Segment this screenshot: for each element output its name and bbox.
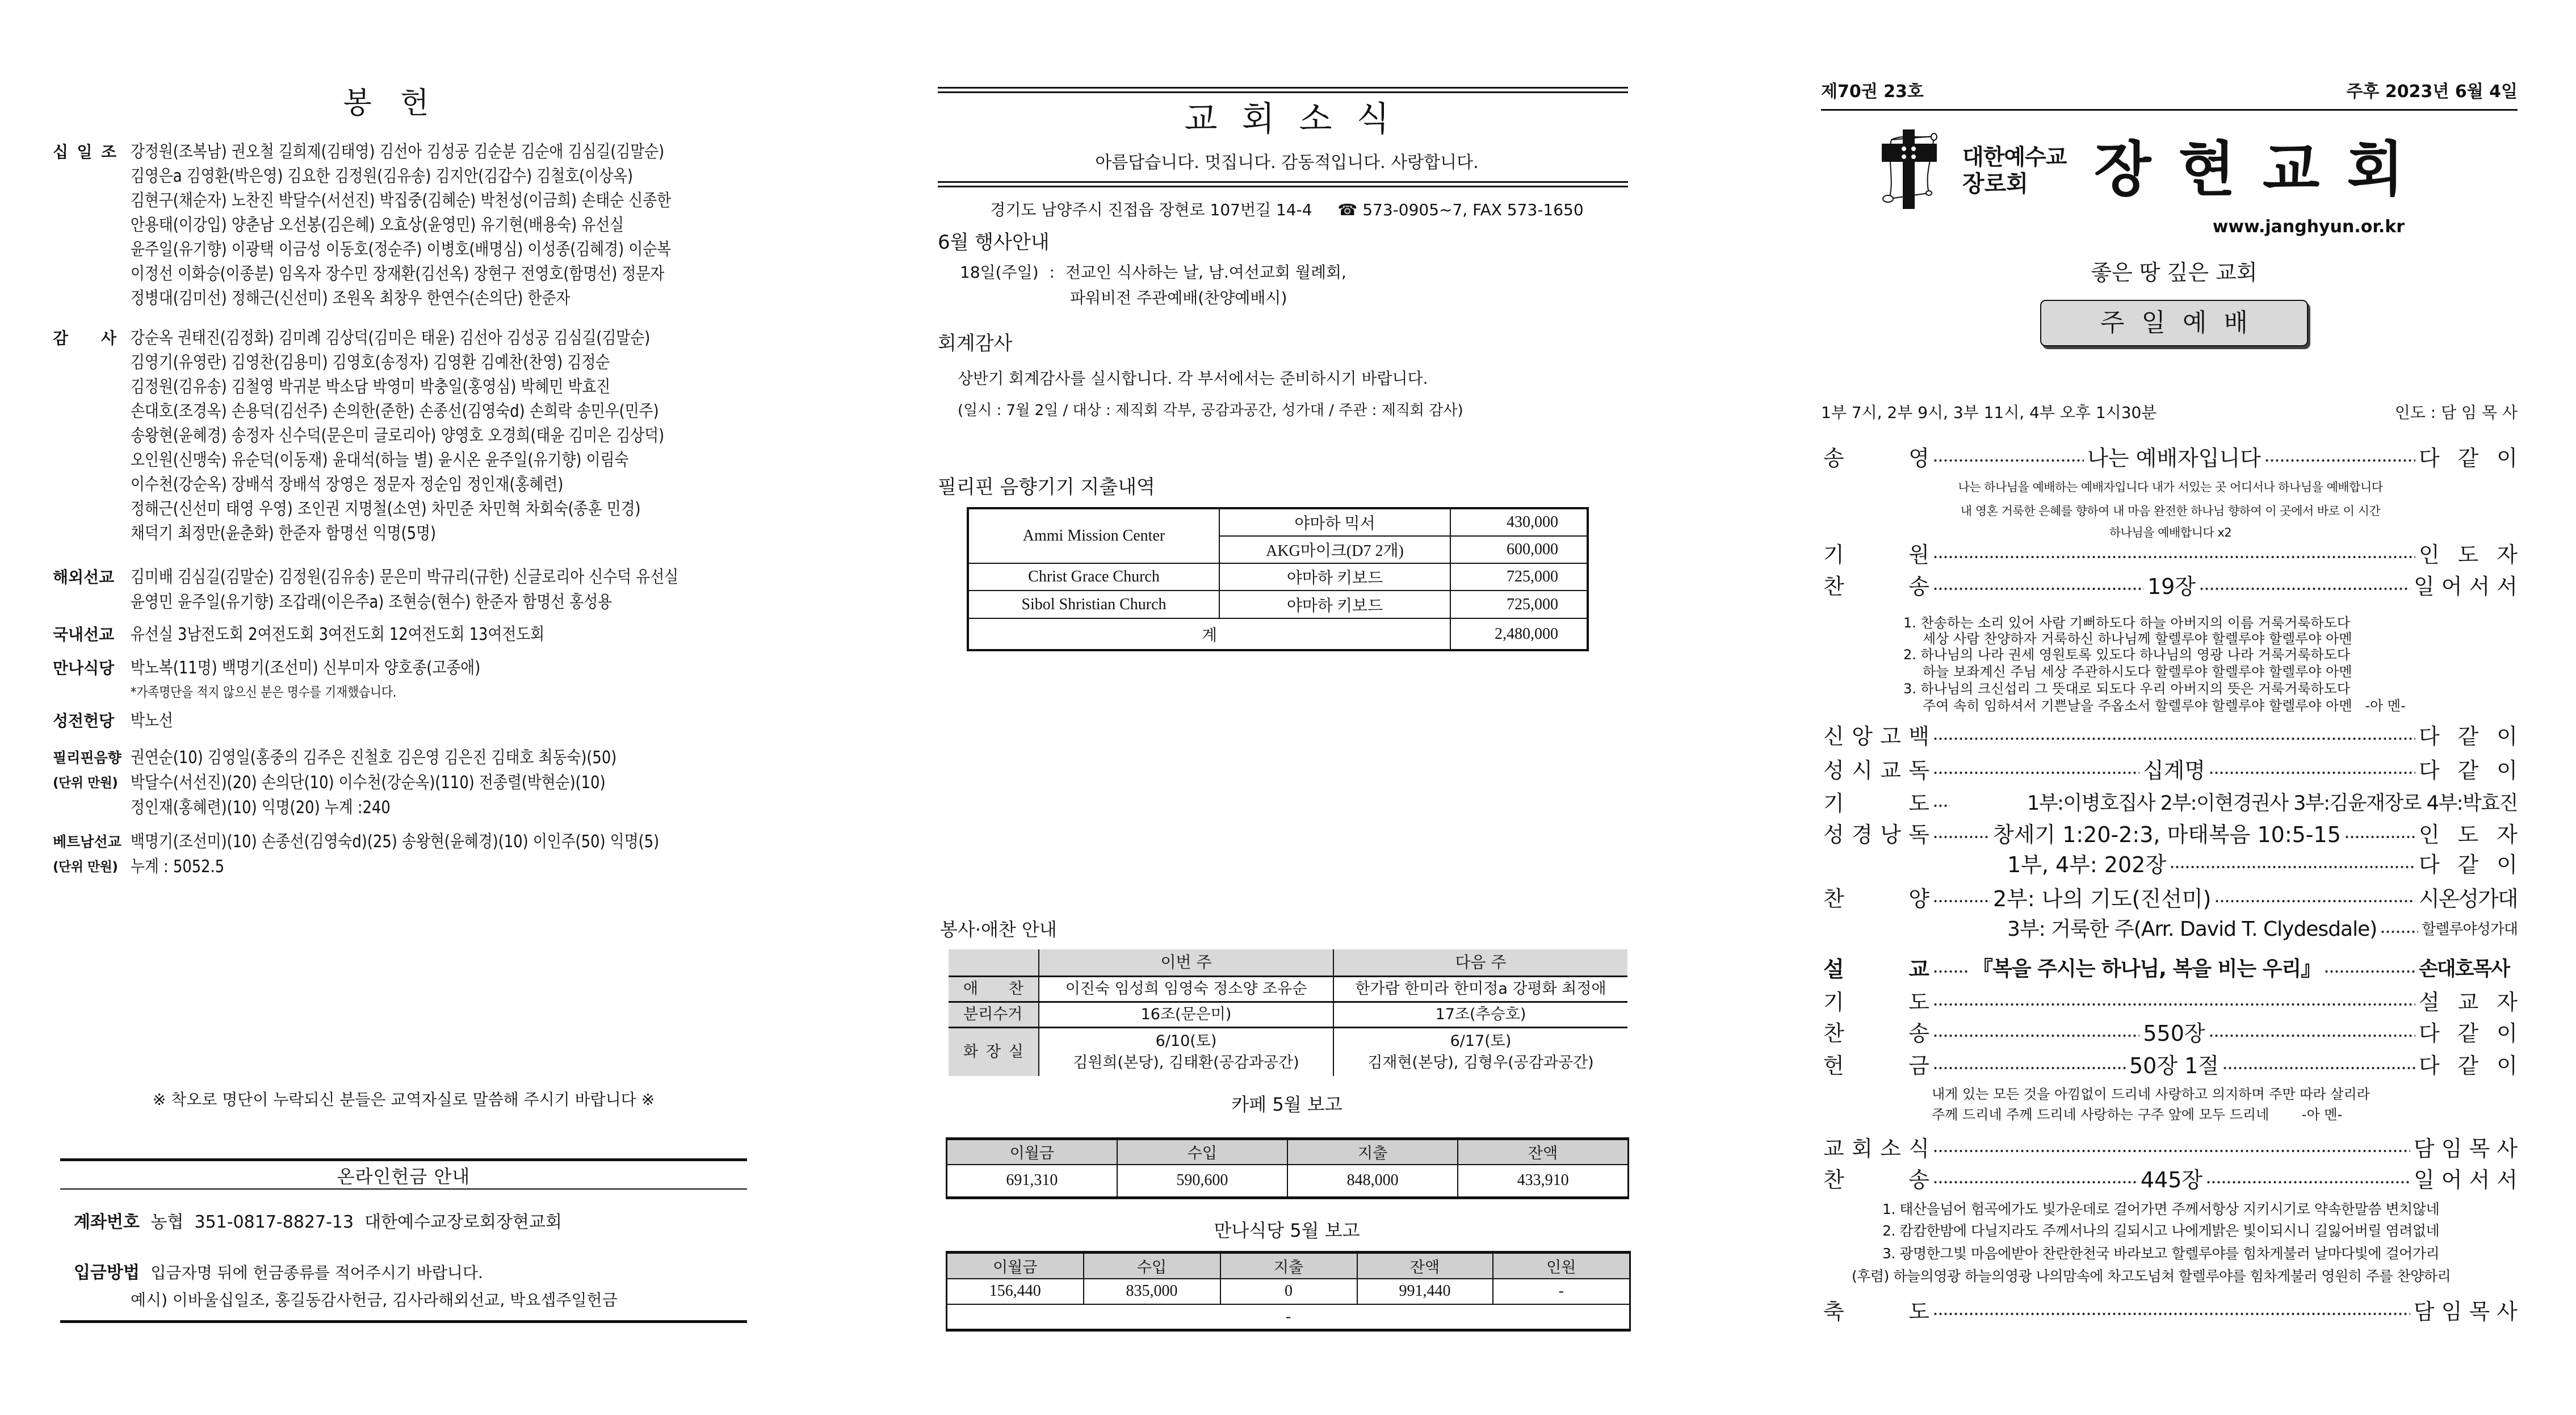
cleaning-date: 6/10(토) — [1155, 1032, 1217, 1050]
order-label: 성 경 낭 독 — [1823, 822, 1929, 847]
section-label: 해외선교 — [53, 568, 115, 587]
lyrics-line: 2. 캄캄한밤에 다닐지라도 주께서나의 길되시고 나에게밝은 빛이되시니 길잃어버릴 염려없네 — [1882, 1223, 2440, 1239]
name-line: 강정원(조복남) 권오철 길희제(김태영) 김선아 김성공 김순분 김순애 김심길(김말순) — [131, 142, 665, 162]
dot-leader — [1933, 1297, 2410, 1326]
lyrics-text: 주께 드리네 주께 드리네 사랑하는 구주 앞에 모두 드리네 — [1932, 1107, 2269, 1123]
order-item-announcements — [1823, 1134, 2518, 1163]
order-item-creed — [1823, 722, 2518, 751]
order-item-invocation — [1823, 541, 2518, 569]
amen: -아 멘- — [2301, 1107, 2343, 1123]
table-header: 이월금 — [947, 1139, 1117, 1165]
issue-date: 주후 2023년 6월 4일 — [2346, 82, 2518, 102]
lyrics-line: (후렴) 하늘의영광 하늘의영광 나의맘속에 차고도넘쳐 할렐루야를 힘차게불러 영원히 주를 찬양하리 — [1852, 1268, 2451, 1284]
order-performer: 담 임 목 사 — [2413, 1299, 2518, 1324]
service-leader: 인도 : 담 임 목 사 — [2394, 403, 2518, 422]
name-line: 박달수(서선진)(20) 손의단(10) 이수천(강순옥)(110) 전종렬(박현순)(10) — [131, 773, 606, 793]
deposit-method-row — [74, 1261, 483, 1286]
table-header-row — [949, 949, 1627, 976]
philippines-expense-table — [967, 507, 1589, 651]
church-name: 장현교회 — [2094, 134, 2431, 204]
cafeteria-report-title: 만나식당 5월 보고 — [1214, 1220, 1360, 1241]
worship-title-box: 주 일 예 배 — [2040, 300, 2308, 346]
table-cell: - — [1493, 1279, 1630, 1304]
total-amount: 2,480,000 — [1450, 618, 1588, 650]
order-content: 1부:이병호집사 2부:이현경권사 3부:김윤재장로 4부:박효진 — [2027, 792, 2518, 815]
lyrics-line: 2. 하나님의 나라 권세 영원토록 있도다 하나님의 영광 나라 거룩거룩하도다 — [1903, 647, 2351, 663]
name-line: 이수천(강순옥) 장배석 장배석 장영은 정문자 정순임 정인재(홍혜련) — [131, 475, 564, 495]
item-cell: 야마하 키보드 — [1219, 563, 1450, 591]
lyrics-line: 나는 하나님을 예배하는 예배자입니다 내가 서있는 곳 어디서나 하나님을 예배합니다 — [1958, 480, 2383, 494]
name-line: 김영은a 김영환(박은영) 김요한 김정원(김유송) 김지안(김갑수) 김철호(이상옥) — [131, 166, 633, 186]
order-label: 기 도 — [1823, 990, 1929, 1015]
name-list — [131, 709, 173, 734]
table-cell: 156,440 — [947, 1279, 1084, 1304]
name-line: 누계 : 5052.5 — [131, 857, 225, 877]
double-rule-bottom — [938, 181, 1628, 183]
section-label: 필리핀음향 — [53, 750, 121, 766]
table-cell — [1039, 1027, 1333, 1076]
order-content: 나는 예배자입니다 — [2087, 446, 2261, 471]
table-cell: 848,000 — [1287, 1165, 1458, 1198]
dot-leader — [2199, 572, 2410, 601]
name-list — [131, 140, 671, 311]
lyrics-line: 하나님을 예배합니다 x2 — [2109, 526, 2232, 539]
audit-details: (일시 : 7월 2일 / 대상 : 제직회 각부, 공감과공간, 성가대 / 주관 : 제직회 감사) — [958, 402, 1463, 419]
table-header-row — [947, 1139, 1629, 1165]
divider-thick — [60, 1158, 747, 1161]
account-row — [74, 1210, 562, 1235]
dot-leader — [2206, 1166, 2410, 1194]
order-label: 축 도 — [1823, 1299, 1929, 1324]
lyrics-line: 3. 광명한그빛 마음에받아 찬란한천국 바라보고 할렐루야를 힘차게불러 날마다빛에 걸어가리 — [1882, 1245, 2440, 1262]
table-header: 인원 — [1493, 1253, 1630, 1279]
recipient-cell: Sibol Shristian Church — [968, 591, 1219, 618]
lyrics-line: 하늘 보좌계신 주님 세상 주관하시도다 할렐루야 할렐루야 할렐루야 아멘 — [1923, 664, 2352, 680]
event-separator: : — [1049, 263, 1055, 282]
expense-heading: 필리핀 음향기기 지출내역 — [938, 476, 1155, 499]
church-motto: 아름답습니다. 멋집니다. 감동적입니다. 사랑합니다. — [1095, 153, 1479, 173]
lyrics-line: 3. 하나님의 크신섭리 그 뜻대로 되도다 우리 아버지의 뜻은 거룩거룩하도다 — [1903, 681, 2351, 697]
item-cell: AKG마이크(D7 2개) — [1219, 536, 1450, 563]
name-line: 김미배 김심길(김말순) 김정원(김유송) 문은미 박규리(규한) 신글로리아 신수덕 유선실 — [131, 567, 679, 587]
table-row — [949, 976, 1627, 1002]
dot-leader — [1933, 1052, 2126, 1080]
table-header-empty — [949, 949, 1039, 976]
table-row — [949, 1027, 1627, 1076]
order-content: 2부: 나의 기도(진선미) — [1993, 886, 2212, 911]
dot-leader — [2209, 1019, 2415, 1048]
table-header: 지출 — [1220, 1253, 1357, 1279]
section-label: 성전헌당 — [53, 711, 115, 730]
cafe-report-table — [946, 1137, 1629, 1199]
order-performer: 일 어 서 서 — [2413, 574, 2518, 599]
table-cell: 991,440 — [1357, 1279, 1493, 1304]
table-header: 잔액 — [1458, 1139, 1628, 1165]
order-content: 550장 — [2143, 1021, 2205, 1046]
offering-title: 봉 헌 — [343, 86, 429, 120]
order-label: 찬 양 — [1823, 886, 1929, 911]
name-list — [131, 656, 480, 705]
dot-leader — [1933, 988, 2415, 1016]
church-address-row — [938, 200, 1636, 220]
dot-leader — [1933, 541, 2415, 569]
dot-leader — [1933, 722, 2415, 751]
omission-note: ※ 착오로 명단이 누락되신 분들은 교역자실로 말씀해 주시기 바랍니다 ※ — [152, 1090, 655, 1109]
phone-icon: ☎ — [1337, 200, 1358, 219]
total-label: 계 — [968, 618, 1450, 650]
table-cell: 0 — [1220, 1279, 1357, 1304]
table-row — [968, 591, 1588, 618]
event-date: 18일(주일) — [960, 263, 1039, 282]
order-performer: 다 같 이 — [2419, 1021, 2518, 1046]
amount-cell: 725,000 — [1450, 563, 1588, 591]
order-performer: 일 어 서 서 — [2413, 1167, 2518, 1192]
order-performer: 다 같 이 — [2419, 852, 2518, 877]
double-rule-top — [938, 87, 1628, 89]
table-header: 수입 — [1084, 1253, 1220, 1279]
table-cell: 590,600 — [1117, 1165, 1287, 1198]
order-item-doxology — [1823, 444, 2518, 472]
order-item-responsive-reading — [1823, 756, 2518, 785]
cleaning-date: 6/17(토) — [1450, 1032, 1512, 1050]
order-item-offering — [1823, 1052, 2518, 1080]
dot-leader — [1933, 1166, 2137, 1194]
method-label: 입금방법 — [74, 1263, 140, 1283]
table-row — [947, 1279, 1630, 1304]
name-line: 윤주일(유기향) 이광택 이금성 이동호(정순주) 이병호(배명심) 이성종(김혜경) 이순복 — [131, 240, 672, 259]
name-line: 채덕기 최정만(윤춘화) 한준자 함명선 익명(5명) — [131, 524, 437, 543]
amount-cell: 725,000 — [1450, 591, 1588, 618]
lyrics-line: 1. 태산을넘어 험곡에가도 빛가운데로 걸어가면 주께서항상 지키시기로 약속한말씀 변치않네 — [1882, 1201, 2440, 1217]
dot-leader — [1933, 789, 1950, 818]
family-note: *가족명단을 적지 않으신 분은 명수를 기재했습니다. — [131, 684, 397, 700]
name-line: 박노복(11명) 백명기(조선미) 신부미자 양호종(고종애) — [131, 658, 481, 678]
order-performer: 담 임 목 사 — [2413, 1136, 2518, 1161]
preacher: 손대호목사 — [2419, 958, 2510, 981]
order-performer: 설 교 자 — [2419, 990, 2518, 1015]
name-line: 박노선 — [131, 711, 173, 731]
table-cell: 433,910 — [1458, 1165, 1628, 1198]
name-line: 유선실 3남전도회 2여전도회 3여전도회 12여전도회 13여전도회 — [131, 625, 545, 644]
table-header: 수입 — [1117, 1139, 1287, 1165]
section-label: 만나식당 — [53, 659, 115, 677]
sermon-title: 『복을 주시는 하나님, 복을 비는 우리』 — [1973, 957, 2321, 981]
name-list — [131, 746, 616, 820]
recipient-cell: Ammi Mission Center — [968, 508, 1219, 563]
audit-text: 상반기 회계감사를 실시합니다. 각 부서에서는 준비하시기 바랍니다. — [958, 369, 1428, 388]
name-list — [131, 565, 678, 615]
dot-leader — [1933, 955, 1969, 983]
cafeteria-report-table — [946, 1251, 1631, 1332]
dot-leader — [1933, 1019, 2139, 1048]
denomination-line1: 대한예수교 — [1962, 144, 2067, 170]
order-label: 신 앙 고 백 — [1823, 724, 1929, 749]
cleaning-names: 김원희(본당), 김태환(공감과공간) — [1073, 1053, 1299, 1071]
unit-label: (단위 만원) — [53, 776, 118, 790]
order-content: 50장 1절 — [2129, 1053, 2220, 1078]
dot-leader — [1933, 572, 2144, 601]
name-line: 정해근(신선미 태영 우영) 조인권 지명철(소연) 차민준 차민혁 차회숙(종훈 민경) — [131, 499, 641, 519]
header-rule — [1821, 109, 2518, 111]
section-label: 국내선교 — [53, 625, 115, 644]
order-item-hymn-19 — [1823, 572, 2518, 601]
events-heading: 6월 행사안내 — [938, 231, 1050, 254]
dot-leader — [2209, 756, 2415, 785]
order-content: 십계명 — [2142, 758, 2206, 783]
table-header: 이번 주 — [1039, 949, 1333, 976]
cleaning-names: 김재현(본당), 김형우(공감과공간) — [1367, 1053, 1594, 1071]
order-content: 1부, 4부: 202장 — [2007, 852, 2167, 877]
order-performer: 시온성가대 — [2419, 886, 2518, 911]
order-label: 찬 송 — [1823, 1021, 1929, 1046]
table-header: 잔액 — [1357, 1253, 1493, 1279]
order-label: 헌 금 — [1823, 1053, 1929, 1078]
dot-leader — [2264, 444, 2415, 472]
name-line: 손대호(조경옥) 손용덕(김선주) 손의한(준한) 손종선(김영숙d) 손희락 송민우(민주) — [131, 401, 659, 421]
name-line: 정병대(김미선) 정해근(신선미) 조원옥 최창우 한연수(손의단) 한준자 — [131, 288, 570, 308]
online-offering-title: 온라인헌금 안내 — [337, 1166, 471, 1187]
double-rule-bottom — [938, 186, 1628, 187]
lyrics-line: 1. 찬송하는 소리 있어 사람 기뻐하도다 하늘 아버지의 이름 거룩거룩하도다 — [1903, 615, 2351, 631]
order-performer: 할렐루야성가대 — [2422, 921, 2518, 938]
name-line: 권연순(10) 김영일(홍중의 김주은 진철호 김은영 김은진 김태호 최동숙)(50) — [131, 748, 617, 768]
cafe-report-title: 카페 5월 보고 — [1231, 1094, 1342, 1115]
order-performer: 다 같 이 — [2419, 446, 2518, 471]
account-label: 계좌번호 — [74, 1212, 140, 1232]
name-line: 안용태(이강입) 양춘남 오선봉(김은혜) 오효상(윤영민) 유기현(배용숙) 유선실 — [131, 215, 624, 235]
order-label: 성 시 교 독 — [1823, 758, 1929, 783]
table-header: 지출 — [1287, 1139, 1458, 1165]
dot-leader — [1933, 756, 2139, 785]
event-text: 전교인 식사하는 날, 남.여선교회 월례회, — [1065, 263, 1346, 282]
denomination-line2: 장로회 — [1962, 170, 2028, 197]
dot-leader — [1933, 444, 2084, 472]
lyrics-line: 세상 사람 찬양하자 거룩하신 하나님께 할렐루야 할렐루야 할렐루야 아멘 — [1923, 631, 2352, 647]
dot-leader — [2380, 915, 2418, 944]
order-item-choir-2 — [1823, 885, 2518, 913]
double-rule-top — [938, 91, 1628, 93]
dot-leader — [2344, 820, 2415, 849]
table-header: 다음 주 — [1333, 949, 1627, 976]
order-performer: 다 같 이 — [2419, 1053, 2518, 1078]
section-label: 베트남선교 — [53, 834, 121, 850]
order-content: 3부: 거룩한 주(Arr. David T. Clydesdale) — [2007, 918, 2377, 941]
lyrics-line: 내게 있는 모든 것을 아낌없이 드리네 사랑하고 의지하며 주만 따라 살리라 — [1932, 1086, 2370, 1102]
order-item-hymn-202 — [1823, 851, 2518, 879]
dot-leader — [1933, 885, 1990, 913]
church-website: www.janghyun.or.kr — [2212, 217, 2405, 237]
issue-volume: 제70권 23호 — [1821, 82, 1924, 102]
table-cell: 691,310 — [947, 1165, 1117, 1198]
order-item-prayer-after-sermon — [1823, 988, 2518, 1016]
order-label: 설 교 — [1823, 957, 1929, 982]
order-item-choir-3 — [1823, 915, 2518, 944]
method-value: 입금자명 뒤에 헌금종류를 적어주시기 바랍니다. — [150, 1263, 483, 1282]
name-line: 송왕현(윤혜경) 송정자 신수덕(문은미 글로리아) 양영호 오경희(태윤 김미은 김상덕) — [131, 426, 665, 446]
amount-cell: 600,000 — [1450, 536, 1588, 563]
service-heading: 봉사·애찬 안내 — [940, 919, 1057, 940]
event-item — [960, 262, 1346, 283]
event-text-line2: 파워비전 주관예배(찬양예배시) — [1070, 288, 1287, 307]
name-line: 김현구(채순자) 노찬진 박달수(서선진) 박집중(김혜순) 박천성(이금희) 손태순 신종한 — [131, 191, 672, 211]
row-label: 애 찬 — [949, 976, 1039, 1002]
order-label: 교 회 소 식 — [1823, 1136, 1929, 1161]
table-note-cell: - — [947, 1304, 1630, 1330]
lyrics-line: 내 영혼 거룩한 은혜를 향하여 내 마음 완전한 하나님 향하여 이 곳에서 바로 이 시간 — [1960, 504, 2381, 518]
row-label: 화 장 실 — [949, 1027, 1039, 1076]
deposit-example: 예시) 이바울십일조, 홍길동감사헌금, 김사라해외선교, 박요셉주일헌금 — [131, 1291, 618, 1309]
order-performer: 인 도 자 — [2419, 822, 2518, 847]
order-item-scripture — [1823, 820, 2518, 849]
section-label: 감 사 — [53, 329, 116, 348]
order-performer: 다 같 이 — [2419, 758, 2518, 783]
news-title: 교 회 소 식 — [1184, 99, 1390, 139]
dot-leader — [2222, 1052, 2415, 1080]
table-cell: 16조(문은미) — [1039, 1002, 1333, 1027]
lyrics-line: 주여 속히 임하셔서 기쁜날을 주옵소서 할렐루야 할렐루야 할렐루야 아멘 -아 멘- — [1923, 698, 2406, 714]
name-line: 오인원(신맹숙) 유순덕(이동재) 윤대석(하늘 별) 윤시온 윤주일(유기향) 이림숙 — [131, 450, 629, 470]
total-row — [968, 618, 1588, 650]
dot-leader — [1933, 820, 1990, 849]
name-line: 강순옥 권태진(김정화) 김미례 김상덕(김미은 태윤) 김선아 김성공 김심길(김말순) — [131, 328, 651, 348]
table-row — [968, 508, 1588, 536]
order-content: 445장 — [2140, 1167, 2203, 1192]
item-cell: 야마하 믹서 — [1219, 508, 1450, 536]
church-slogan: 좋은 땅 깊은 교회 — [2091, 260, 2258, 285]
name-list — [131, 622, 544, 647]
unit-label: (단위 만원) — [53, 860, 118, 874]
dot-leader — [1933, 1134, 2410, 1163]
divider-thick — [60, 1320, 747, 1323]
dot-leader — [2170, 851, 2415, 879]
church-phone: 573-0905~7, FAX 573-1650 — [1362, 200, 1584, 219]
table-cell — [1333, 1027, 1627, 1076]
order-label: 송 영 — [1823, 446, 1929, 471]
service-times: 1부 7시, 2부 9시, 3부 11시, 4부 오후 1시30분 — [1821, 403, 2157, 422]
dot-leader — [2324, 955, 2415, 983]
order-item-hymn-445 — [1823, 1166, 2518, 1194]
table-header: 이월금 — [947, 1253, 1084, 1279]
name-line: 김영기(유영란) 김영찬(김용미) 김영호(송정자) 김영환 김예찬(찬영) 김정순 — [131, 353, 610, 372]
order-label: 기 원 — [1823, 542, 1929, 567]
order-content: 19장 — [2147, 574, 2196, 599]
table-row — [949, 1002, 1627, 1027]
lyrics-line — [1932, 1106, 2342, 1123]
item-cell: 야마하 키보드 — [1219, 591, 1450, 618]
order-content: 창세기 1:20-2:3, 마태복음 10:5-15 — [1993, 822, 2341, 847]
order-performer: 인 도 자 — [2419, 542, 2518, 567]
name-list — [131, 830, 659, 880]
name-line: 정인재(홍혜련)(10) 익명(20) 누계 :240 — [131, 798, 391, 818]
order-item-hymn-550 — [1823, 1019, 2518, 1048]
table-cell: 835,000 — [1084, 1279, 1220, 1304]
name-line: 윤영민 윤주일(유기향) 조갑래(이은주a) 조현승(현수) 한준자 함명선 홍성용 — [131, 592, 612, 612]
table-row — [947, 1304, 1630, 1330]
row-label: 분리수거 — [949, 1002, 1039, 1027]
order-label: 찬 송 — [1823, 574, 1929, 599]
table-header-row — [947, 1253, 1630, 1279]
amount-cell: 430,000 — [1450, 508, 1588, 536]
cross-scroll-icon — [1879, 128, 1939, 211]
order-item-prayer — [1823, 789, 2518, 818]
audit-heading: 회계감사 — [938, 332, 1013, 355]
name-line: 백명기(조선미)(10) 손종선(김영숙d)(25) 송왕현(윤혜경)(10) 이인주(50) 익명(5) — [131, 832, 660, 852]
order-item-benediction — [1823, 1297, 2518, 1326]
church-address: 경기도 남양주시 진접읍 장현로 107번길 14-4 — [990, 200, 1312, 219]
recipient-cell: Christ Grace Church — [968, 563, 1219, 591]
name-line: 김정원(김유송) 김철영 박귀분 박소담 박영미 박충일(홍영심) 박혜민 박효진 — [131, 377, 611, 397]
name-list — [131, 326, 664, 546]
table-row — [968, 563, 1588, 591]
order-label: 찬 송 — [1823, 1167, 1929, 1192]
account-value: 농협 351-0817-8827-13 대한예수교장로회장현교회 — [150, 1212, 562, 1232]
section-label: 십 일 조 — [53, 143, 116, 161]
service-table — [949, 949, 1627, 1076]
divider-thin — [60, 1188, 747, 1190]
dot-leader — [2214, 885, 2415, 913]
table-cell: 17조(추승호) — [1333, 1002, 1627, 1027]
table-row — [947, 1165, 1629, 1198]
order-item-sermon — [1823, 955, 2518, 983]
table-cell: 한가람 한미라 한미정a 강평화 최정애 — [1333, 976, 1627, 1002]
order-performer: 다 같 이 — [2419, 724, 2518, 749]
order-label: 기 도 — [1823, 791, 1929, 816]
table-cell: 이진숙 임성희 임영숙 정소양 조유순 — [1039, 976, 1333, 1002]
name-line: 이정선 이화승(이종분) 임옥자 장수민 장재환(김선옥) 장현구 전영호(함명선) 정문자 — [131, 264, 665, 284]
